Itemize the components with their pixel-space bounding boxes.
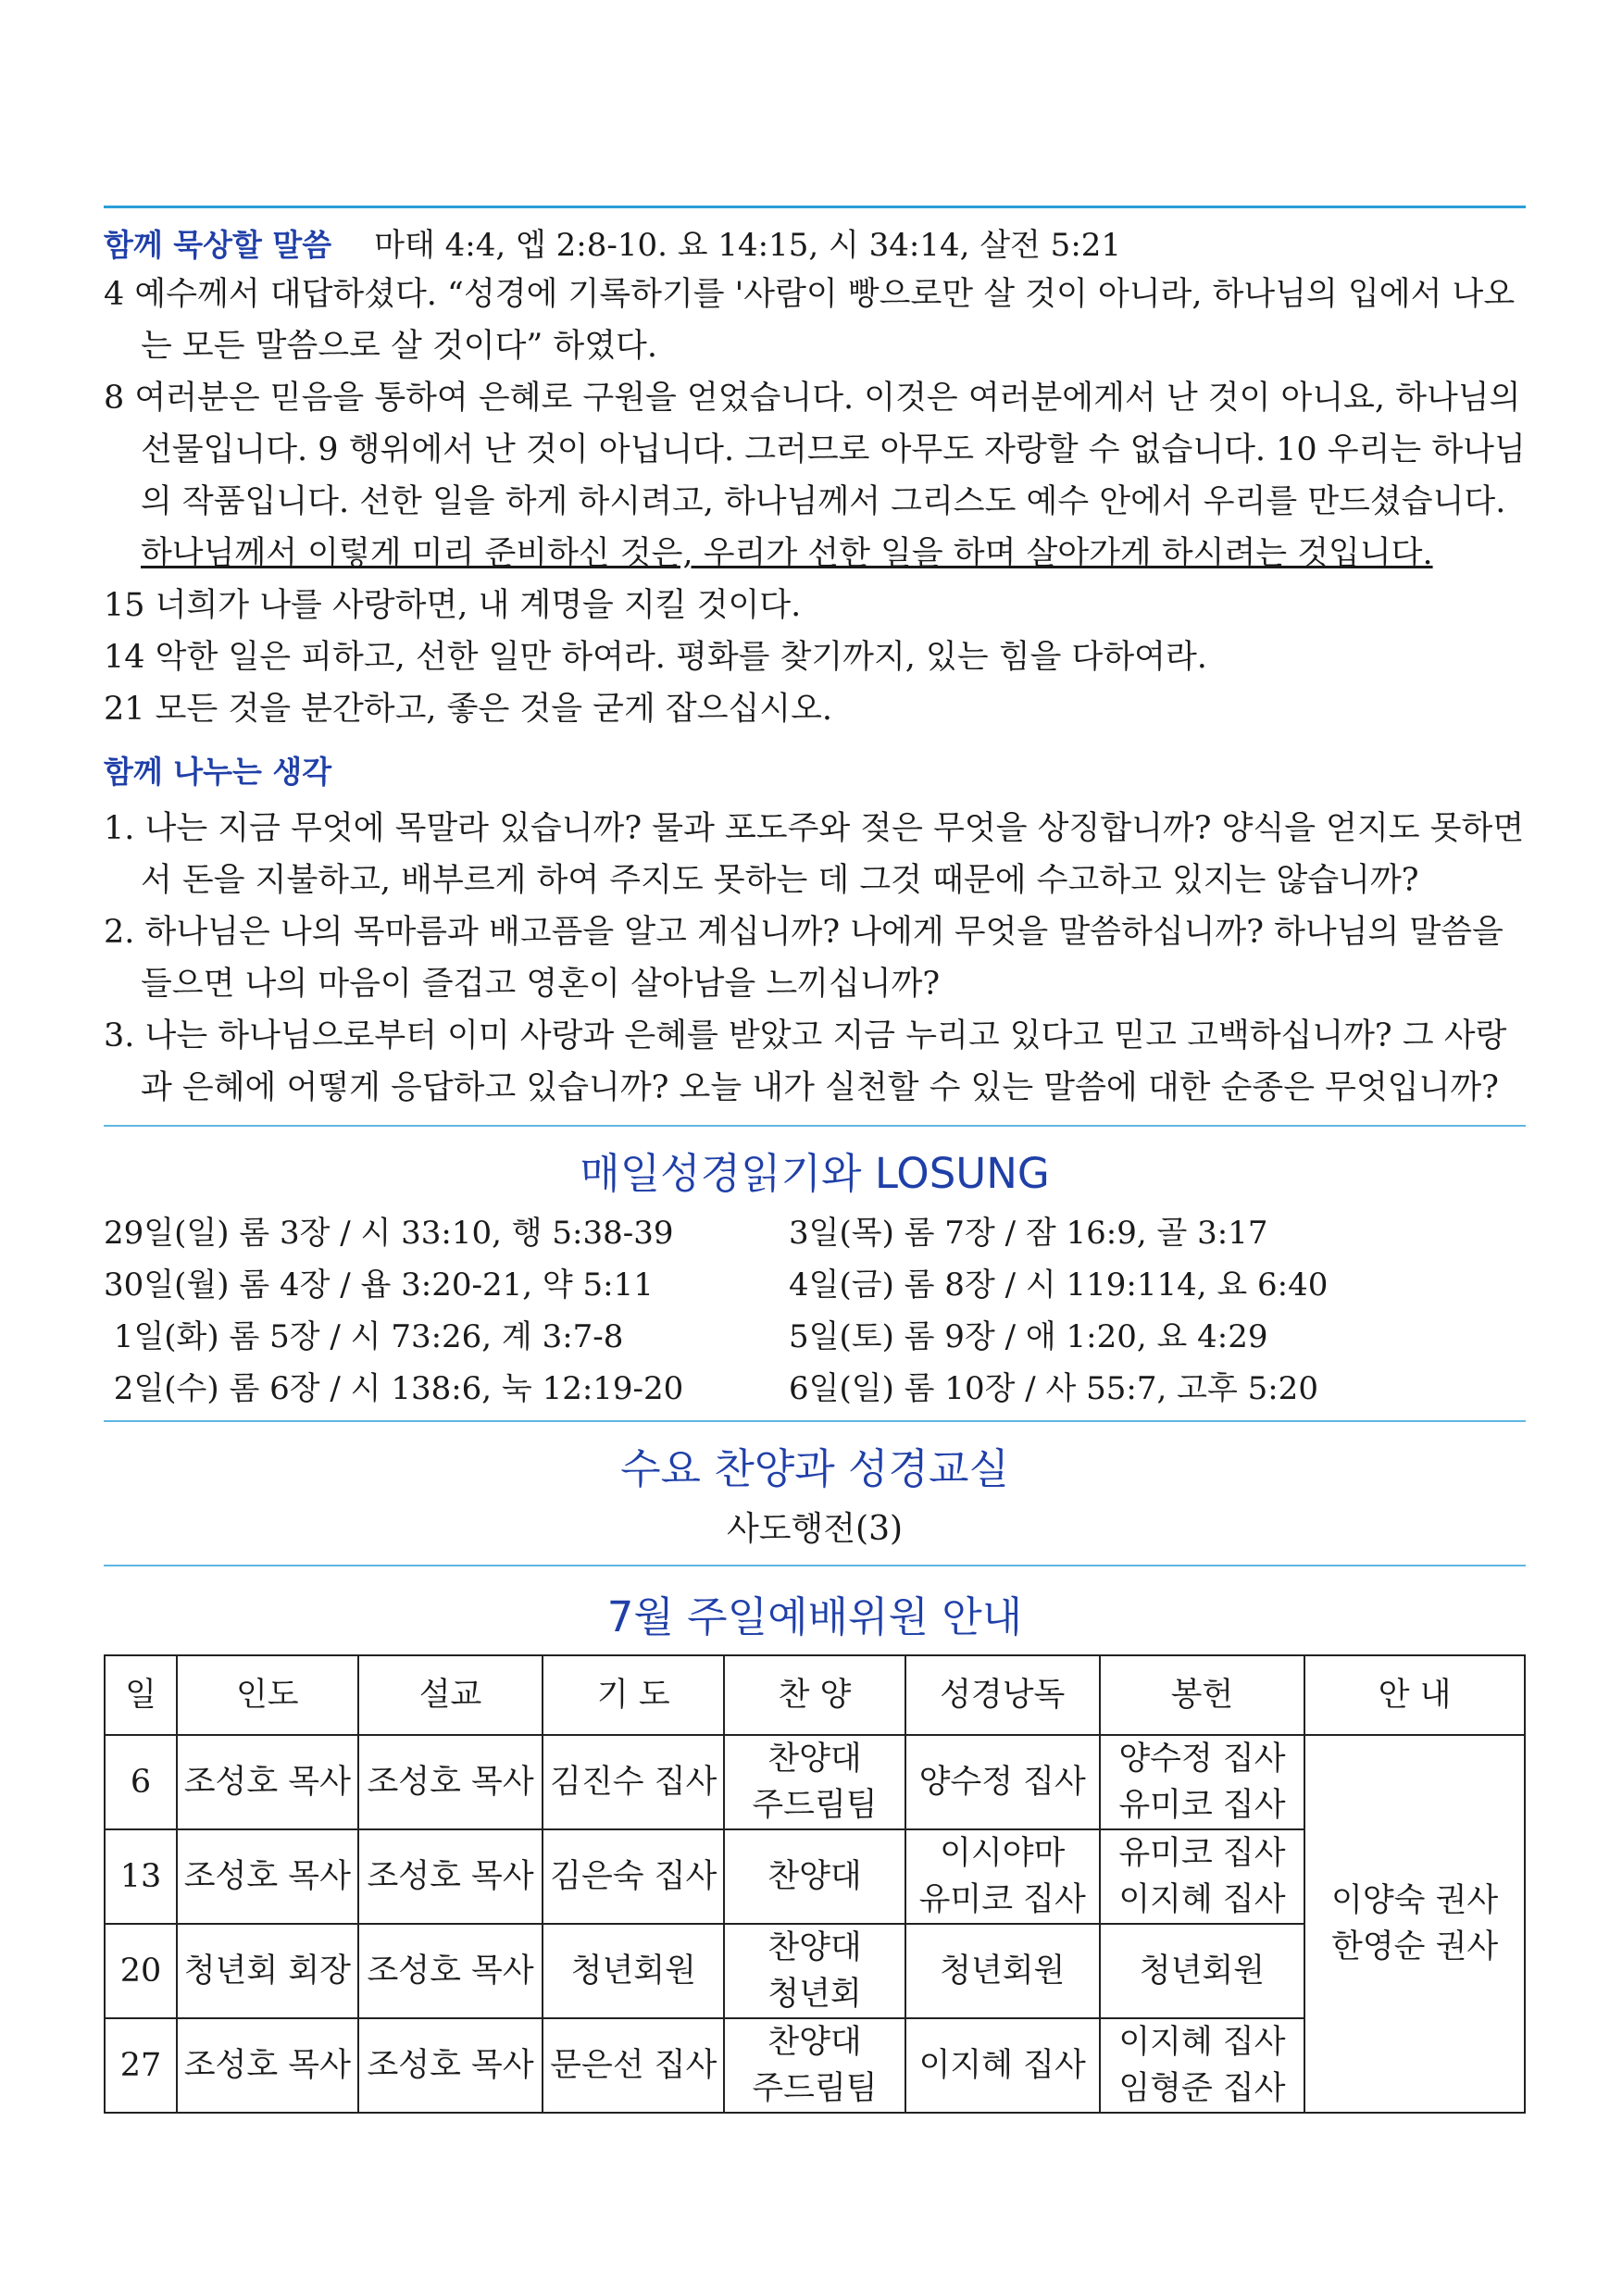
header-reading: 성경낭독 xyxy=(905,1655,1100,1735)
cell-day: 20 xyxy=(105,1924,177,2018)
verse-8 xyxy=(104,372,1526,580)
cell-line: 청년회 xyxy=(767,1976,862,2013)
header-praise: 찬 양 xyxy=(724,1655,905,1735)
cell-sermon: 조성호 목사 xyxy=(358,1735,543,1829)
cell-line: 이지혜 집사 xyxy=(1118,1881,1286,1918)
cell-line: 이지혜 집사 xyxy=(1118,2024,1286,2061)
top-divider xyxy=(104,206,1526,208)
cell-line: 찬양대 xyxy=(767,2024,862,2061)
cell-prayer: 문은선 집사 xyxy=(543,2018,724,2113)
question-1: 1. 나는 지금 무엇에 목말라 있습니까? 물과 포도주와 젖은 무엇을 상징합니까? 양식을 얻지도 못하면서 돈을 지불하고, 배부르게 하여 주지도 못하는 데 그것 때문에 수고하고 있지는 않습니까? xyxy=(104,810,1525,899)
verse-8-underlined: 하나님께서 이렇게 미리 준비하신 것은, 우리가 선한 일을 하며 살아가게 하시려는 것입니다. xyxy=(141,535,1433,572)
cell-lead: 청년회 회장 xyxy=(177,1924,358,2018)
reading-item: 5일(토) 롬 9장 / 애 1:20, 요 4:29 xyxy=(789,1318,1268,1355)
header-offering: 봉헌 xyxy=(1100,1655,1305,1735)
header-lead: 인도 xyxy=(177,1655,358,1735)
verse-14: 14 악한 일은 피하고, 선한 일만 하여라. 평화를 찾기까지, 있는 힘을 다하여라. xyxy=(104,639,1207,676)
meditation-title: 함께 묵상할 말씀 xyxy=(104,227,332,263)
verse-15: 15 너희가 나를 사랑하면, 내 계명을 지킬 것이다. xyxy=(104,587,802,624)
cell-line: 주드림팀 xyxy=(752,2070,878,2107)
cell-lead: 조성호 목사 xyxy=(177,1735,358,1829)
header-day: 일 xyxy=(105,1655,177,1735)
cell-sermon: 조성호 목사 xyxy=(358,2018,543,2113)
header-prayer: 기 도 xyxy=(543,1655,724,1735)
cell-praise xyxy=(724,2018,905,2113)
cell-offering: 청년회원 xyxy=(1100,1924,1305,2018)
cell-reading: 이지혜 집사 xyxy=(905,2018,1100,2113)
reading-schedule xyxy=(104,1207,1526,1415)
cell-line: 양수정 집사 xyxy=(1118,1741,1286,1778)
cell-sermon: 조성호 목사 xyxy=(358,1924,543,2018)
cell-reading xyxy=(905,1829,1100,1924)
cell-praise: 찬양대 xyxy=(724,1829,905,1924)
reading-item: 2일(수) 롬 6장 / 시 138:6, 눅 12:19-20 xyxy=(104,1370,684,1407)
reading-item: 3일(목) 롬 7장 / 잠 16:9, 골 3:17 xyxy=(789,1215,1268,1252)
cell-lead: 조성호 목사 xyxy=(177,2018,358,2113)
cell-prayer: 김은숙 집사 xyxy=(543,1829,724,1924)
cell-line: 이시야마 xyxy=(940,1835,1066,1872)
header-sermon: 설교 xyxy=(358,1655,543,1735)
cell-line: 유미코 집사 xyxy=(918,1881,1086,1918)
cell-reading: 양수정 집사 xyxy=(905,1735,1100,1829)
reading-item: 30일(월) 롬 4장 / 욥 3:20-21, 약 5:11 xyxy=(104,1267,654,1304)
reading-title: 매일성경읽기와 LOSUNG xyxy=(580,1149,1050,1198)
cell-praise xyxy=(724,1735,905,1829)
cell-sermon: 조성호 목사 xyxy=(358,1829,543,1924)
sharing-title: 함께 나누는 생각 xyxy=(104,754,332,790)
cell-line: 이양숙 권사 xyxy=(1331,1882,1499,1919)
verse-21: 21 모든 것을 분간하고, 좋은 것을 굳게 잡으십시오. xyxy=(104,691,833,728)
cell-day: 6 xyxy=(105,1735,177,1829)
cell-prayer: 김진수 집사 xyxy=(543,1735,724,1829)
cell-day: 27 xyxy=(105,2018,177,2113)
table-row xyxy=(105,1735,1525,1829)
cell-ushers xyxy=(1304,1735,1525,2113)
table-header-row xyxy=(105,1655,1525,1735)
roster-table xyxy=(104,1654,1526,2114)
reading-item: 4일(금) 롬 8장 / 시 119:114, 요 6:40 xyxy=(789,1267,1329,1304)
cell-line: 주드림팀 xyxy=(752,1787,878,1824)
wednesday-title: 수요 찬양과 성경교실 xyxy=(620,1444,1009,1493)
meditation-heading xyxy=(104,219,1526,265)
cell-offering xyxy=(1100,1735,1305,1829)
cell-line: 유미코 집사 xyxy=(1118,1835,1286,1872)
cell-praise xyxy=(724,1924,905,2018)
verse-8-text: 8 여러분은 믿음을 통하여 은혜로 구원을 얻었습니다. 이것은 여러분에게서 난 것이 아니요, 하나님의 선물입니다. 9 행위에서 난 것이 아닙니다. 그러므로 아무도 자랑할 수 없습니다. 10 우리는 하나님의 작품입니다. 선한 일을 하게 하시려고, 하나님께서 그리스도 예수 안에서 우리를 만드셨습니다. xyxy=(104,380,1526,520)
cell-line: 찬양대 xyxy=(767,1929,862,1966)
cell-line: 유미코 집사 xyxy=(1118,1787,1286,1824)
reading-item: 29일(일) 롬 3장 / 시 33:10, 행 5:38-39 xyxy=(104,1215,674,1252)
cell-line: 한영순 권사 xyxy=(1331,1928,1499,1965)
cell-prayer: 청년회원 xyxy=(543,1924,724,2018)
cell-reading: 청년회원 xyxy=(905,1924,1100,2018)
cell-day: 13 xyxy=(105,1829,177,1924)
question-3: 3. 나는 하나님으로부터 이미 사랑과 은혜를 받았고 지금 누리고 있다고 믿고 고백하십니까? 그 사랑과 은혜에 어떻게 응답하고 있습니까? 오늘 내가 실천할 수 있는 말씀에 대한 순종은 무엇입니까? xyxy=(104,1017,1507,1106)
cell-line: 임형준 집사 xyxy=(1118,2070,1286,2107)
header-ushers: 안 내 xyxy=(1304,1655,1525,1735)
cell-offering xyxy=(1100,1829,1305,1924)
question-2: 2. 하나님은 나의 목마름과 배고픔을 알고 계십니까? 나에게 무엇을 말씀하십니까? 하나님의 말씀을 들으면 나의 마음이 즐겁고 영혼이 살아남을 느끼십니까? xyxy=(104,914,1503,1003)
divider-wednesday xyxy=(104,1420,1526,1422)
cell-line: 찬양대 xyxy=(767,1741,862,1778)
wednesday-subtitle: 사도행전(3) xyxy=(726,1510,904,1548)
cell-offering xyxy=(1100,2018,1305,2113)
meditation-refs: 마태 4:4, 엡 2:8-10. 요 14:15, 시 34:14, 살전 5:21 xyxy=(374,227,1122,264)
divider-reading xyxy=(104,1125,1526,1127)
divider-roster xyxy=(104,1565,1526,1566)
reading-item: 6일(일) 롬 10장 / 사 55:7, 고후 5:20 xyxy=(789,1370,1318,1407)
roster-title: 7월 주일예배위원 안내 xyxy=(606,1592,1023,1641)
cell-lead: 조성호 목사 xyxy=(177,1829,358,1924)
reading-item: 1일(화) 롬 5장 / 시 73:26, 계 3:7-8 xyxy=(104,1318,624,1355)
sharing-heading xyxy=(104,748,1526,792)
bulletin-page xyxy=(104,206,1526,2114)
verse-4: 4 예수께서 대답하셨다. “성경에 기록하기를 '사람이 빵으로만 살 것이 아니라, 하나님의 입에서 나오는 모든 말씀으로 살 것이다” 하였다. xyxy=(104,276,1516,365)
